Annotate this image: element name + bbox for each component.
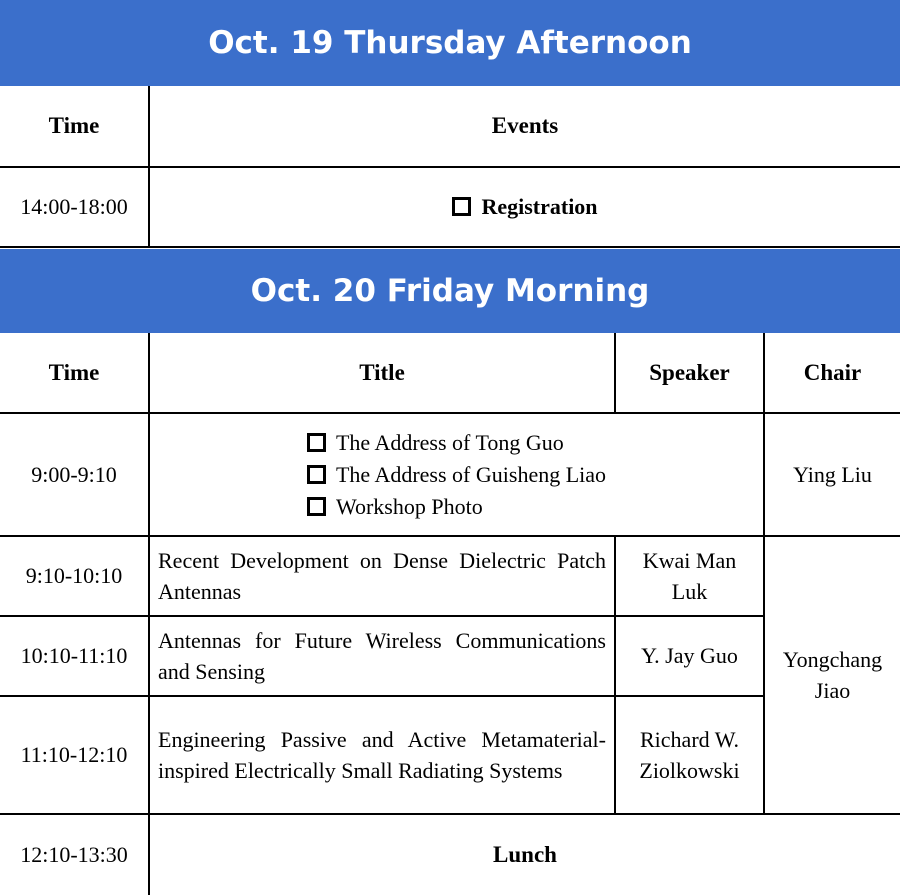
time-cell: 9:00-9:10 bbox=[0, 413, 149, 536]
checklist bbox=[307, 427, 606, 523]
event-cell bbox=[149, 167, 900, 247]
events-header: Events bbox=[149, 86, 900, 167]
list-item-label: The Address of Guisheng Liao bbox=[335, 461, 607, 487]
title-header: Title bbox=[149, 333, 615, 413]
time-cell: 10:10-11:10 bbox=[0, 616, 149, 696]
time-cell: 11:10-12:10 bbox=[0, 696, 149, 814]
checkbox-icon bbox=[307, 465, 326, 484]
checkbox-icon bbox=[307, 433, 326, 452]
checkbox-icon bbox=[307, 497, 326, 516]
title-cell: Recent Development on Dense Dielectric Patch Antennas bbox=[149, 536, 615, 616]
chair-cell: Ying Liu bbox=[764, 413, 900, 536]
event-label: Registration bbox=[481, 194, 598, 219]
list-item bbox=[307, 459, 606, 491]
list-item-label: The Address of Tong Guo bbox=[335, 429, 564, 455]
list-item-label: Workshop Photo bbox=[335, 493, 483, 519]
day2-table bbox=[0, 333, 900, 895]
time-header: Time bbox=[0, 333, 149, 413]
day2-header-row bbox=[0, 333, 900, 413]
table-row bbox=[0, 814, 900, 895]
table-row bbox=[0, 536, 900, 616]
title-cell: Antennas for Future Wireless Communications and Sensing bbox=[149, 616, 615, 696]
list-item bbox=[307, 491, 606, 523]
time-cell: 12:10-13:30 bbox=[0, 814, 149, 895]
speaker-cell: Kwai Man Luk bbox=[615, 536, 764, 616]
time-header: Time bbox=[0, 86, 149, 167]
day2-banner: Oct. 20 Friday Morning bbox=[0, 249, 900, 333]
checkbox-icon bbox=[452, 197, 471, 216]
speaker-header: Speaker bbox=[615, 333, 764, 413]
time-cell: 14:00-18:00 bbox=[0, 167, 149, 247]
day1-banner: Oct. 19 Thursday Afternoon bbox=[0, 0, 900, 86]
opening-items-cell bbox=[149, 413, 764, 536]
table-row bbox=[0, 413, 900, 536]
chair-header: Chair bbox=[764, 333, 900, 413]
lunch-cell: Lunch bbox=[149, 814, 900, 895]
chair-cell: Yongchang Jiao bbox=[764, 536, 900, 814]
speaker-cell: Y. Jay Guo bbox=[615, 616, 764, 696]
table-row bbox=[0, 167, 900, 247]
time-cell: 9:10-10:10 bbox=[0, 536, 149, 616]
title-cell: Engineering Passive and Active Metamaterial-inspired Electrically Small Radiating Systems bbox=[149, 696, 615, 814]
day1-header-row bbox=[0, 86, 900, 167]
day1-table bbox=[0, 86, 900, 248]
list-item bbox=[307, 427, 606, 459]
speaker-cell: Richard W. Ziolkowski bbox=[615, 696, 764, 814]
